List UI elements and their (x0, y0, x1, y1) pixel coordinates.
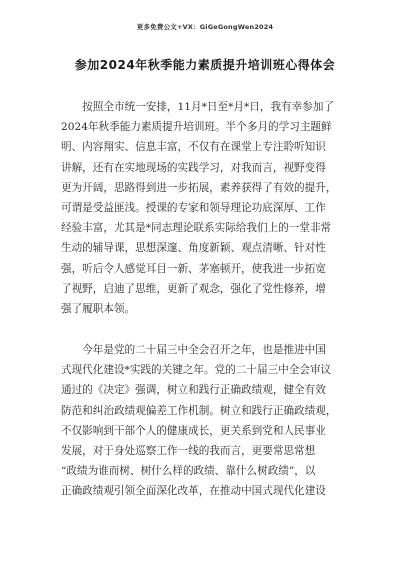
page-header: 更多免费公文+VX：GiGeGongWen2024 (136, 23, 274, 31)
text-line: 强了履职本领。 (61, 302, 136, 315)
paragraph-1 (61, 97, 353, 319)
text-line: 更为开阔，思路得到进一步拓展，素养获得了有效的提升， (61, 181, 337, 194)
text-line: 经验丰富，尤其是*同志理论联系实际给我们上的一堂非常 (61, 222, 332, 235)
text-line: 了视野，启迪了思维，更新了观念，强化了党性修养，增 (61, 282, 326, 295)
text-line: 不仅影响到干部个人的健康成长，更关系到党和人民事业 (61, 424, 326, 437)
text-line: 2024年秋季能力素质提升培训班。半个多月的学习主题鲜 (61, 121, 332, 134)
text-line: “政绩为谁而树、树什么样的政绩、靠什么树政绩”，以 (61, 465, 316, 478)
text-line: 生动的辅导课，思想深邃、角度新颖、观点清晰、针对性 (61, 242, 326, 255)
text-line: 正确政绩观引领全面深化改革，在推动中国式现代化建设 (61, 485, 326, 498)
text-line: 发展，对于身处巡察工作一线的我而言，更要常思常想 (61, 444, 316, 457)
text-line: 可谓是受益匪浅。授课的专家和领导理论功底深厚、工作 (61, 201, 326, 214)
text-line: 强，听后令人感觉耳目一新、茅塞顿开，使我进一步拓宽 (61, 262, 326, 275)
document-title: 参加2024年秋季能力素质提升培训班心得体会 (74, 58, 336, 72)
text-line: 今年是党的二十届三中全会召开之年，也是推进中国 (61, 344, 326, 356)
text-line: 通过的《决定》强调，树立和践行正确政绩观，健全有效 (61, 384, 326, 397)
text-line: 防范和纠治政绩观偏差工作机制。树立和践行正确政绩观， (61, 404, 337, 417)
paragraph-2 (61, 340, 353, 502)
text-line: 式现代化建设*实践的关键之年。党的二十届三中全会审议 (61, 364, 332, 377)
text-line: 按照全市统一安排，11月*日至*月*日，我有幸参加了 (61, 101, 335, 113)
text-line: 讲解，还有在实地现场的实践学习，对我而言，视野变得 (61, 161, 326, 174)
text-line: 明、内容翔实、信息丰富，不仅有在课堂上专注聆听知识 (61, 141, 326, 154)
